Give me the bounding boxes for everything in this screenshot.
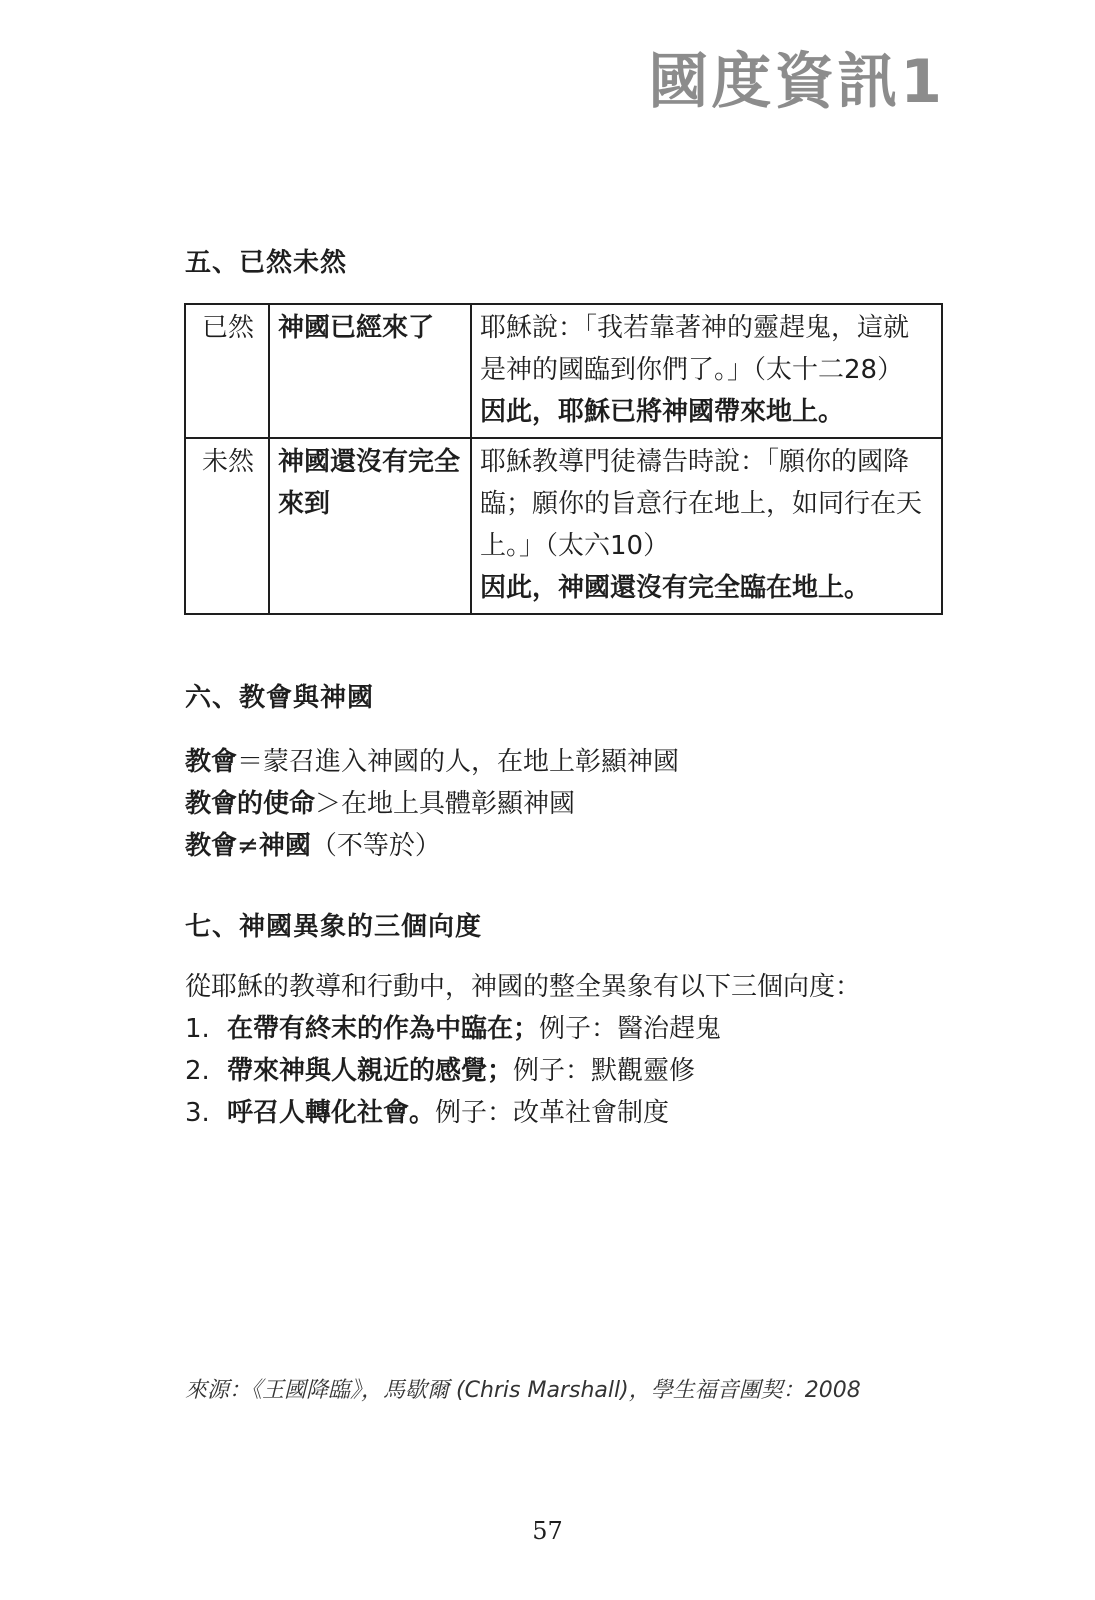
conclusion-text: 因此，神國還沒有完全臨在地上。: [480, 573, 871, 603]
definition-operator: ＝: [237, 747, 264, 777]
definition-line: [185, 825, 679, 867]
vision-intro: 從耶穌的教導和行動中，神國的整全異象有以下三個向度：: [185, 972, 862, 1002]
definition-operator: ＞: [315, 789, 342, 819]
section7-heading: 七、神國異象的三個向度: [185, 912, 483, 942]
definition-text: （不等於）: [310, 831, 441, 861]
definition-line: [185, 741, 679, 783]
dimension-title: 在帶有終末的作為中臨在；: [227, 1014, 540, 1044]
definition-text: 蒙召進入神國的人，在地上彰顯神國: [263, 747, 680, 777]
list-item: [185, 1050, 861, 1092]
status-cell: 未然: [185, 438, 269, 614]
definition-term: 教會的使命: [185, 789, 316, 819]
already-not-yet-table: [184, 303, 943, 615]
explanation-cell: [471, 304, 942, 438]
source-citation: 來源：《王國降臨》，馬歇爾 (Chris Marshall)，學生福音團契：2008: [185, 1378, 861, 1403]
dimension-title: 帶來神與人親近的感覺；: [227, 1056, 514, 1086]
dimension-example: 例子：醫治趕鬼: [539, 1014, 722, 1044]
dimension-list: [185, 1008, 861, 1134]
definition-term: 教會: [185, 747, 238, 777]
concept-cell: 神國已經來了: [269, 304, 471, 438]
definition-term-2: 神國: [258, 831, 311, 861]
page-number: 57: [532, 1517, 563, 1545]
list-item: [185, 1008, 861, 1050]
list-number: 2.: [185, 1056, 210, 1086]
church-definitions: [185, 741, 679, 867]
explanation-text: 耶穌說：「我若靠著神的靈趕鬼，這就是神的國臨到你們了。」（太十二28）: [480, 313, 910, 385]
definition-term: 教會: [185, 831, 238, 861]
section5-heading: 五、已然未然: [185, 248, 348, 278]
table-row: [185, 304, 942, 438]
explanation-text: 耶穌教導門徒禱告時說：「願你的國降臨；願你的旨意行在地上，如同行在天上。」（太六10）: [480, 447, 923, 561]
page-header-title: 國度資訊1: [648, 47, 945, 117]
dimension-title: 呼召人轉化社會。: [227, 1098, 436, 1128]
definition-operator: ≠: [237, 831, 259, 861]
definition-text: 在地上具體彰顯神國: [341, 789, 576, 819]
explanation-cell: [471, 438, 942, 614]
list-number: 3.: [185, 1098, 210, 1128]
table-row: [185, 438, 942, 614]
conclusion-text: 因此，耶穌已將神國帶來地上。: [480, 397, 845, 427]
list-item: [185, 1092, 861, 1134]
vision-dimensions: [185, 966, 861, 1134]
dimension-example: 例子：改革社會制度: [435, 1098, 670, 1128]
definition-line: [185, 783, 679, 825]
concept-cell: 神國還沒有完全來到: [269, 438, 471, 614]
list-number: 1.: [185, 1014, 210, 1044]
section6-heading: 六、教會與神國: [185, 683, 375, 713]
dimension-example: 例子：默觀靈修: [513, 1056, 696, 1086]
status-cell: 已然: [185, 304, 269, 438]
